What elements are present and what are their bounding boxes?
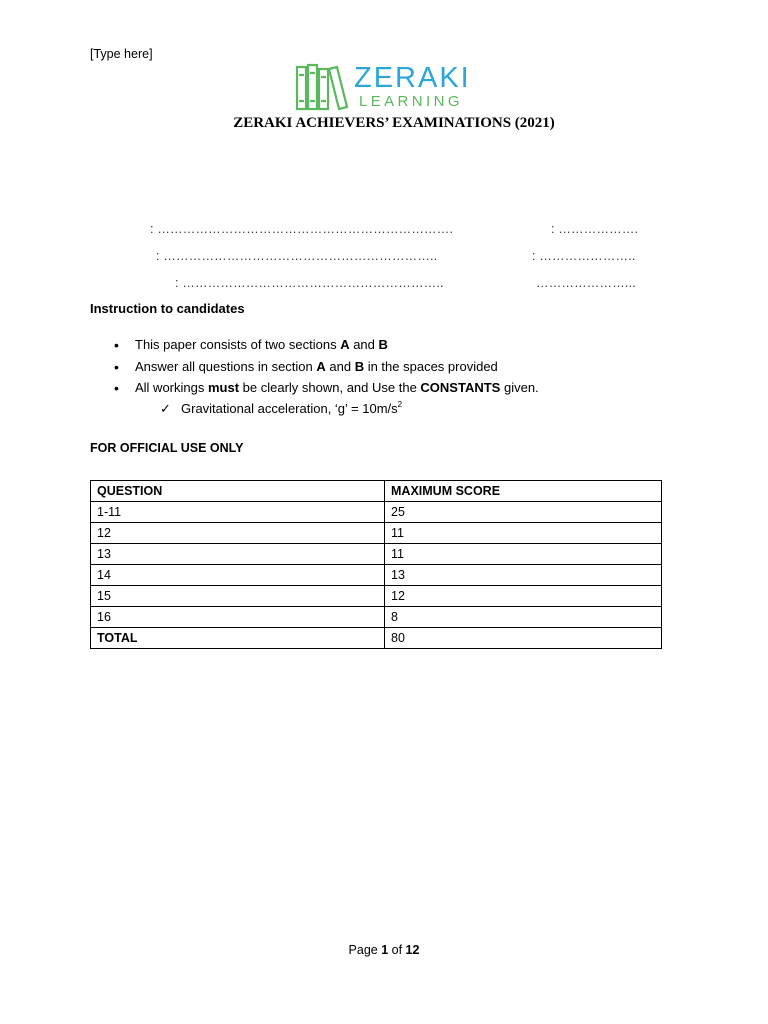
question-cell: 1-11 [91,502,385,523]
table-row [91,607,662,628]
constant-sub-item: ✓ Gravitational acceleration, ‘g’ = $10m/s^2$ [160,400,403,416]
score-cell: 11 [385,544,662,565]
score-cell: 11 [385,523,662,544]
instruction-item: • Answer all questions in section A and B in the spaces provided [114,358,498,375]
current-page: 1 [381,943,389,957]
field-line-2-left: : ……………………………………………………….. [156,249,438,263]
logo-sub-text: LEARNING [359,93,463,110]
score-cell: 25 [385,502,662,523]
question-cell: 12 [91,523,385,544]
table-row [91,502,662,523]
score-table [90,480,662,649]
instructions-heading: Instruction to candidates [90,301,245,316]
question-cell: 13 [91,544,385,565]
bullet-icon: • [114,337,119,353]
question-cell: 14 [91,565,385,586]
zeraki-logo [295,62,485,112]
question-cell: 15 [91,586,385,607]
books-icon [295,63,351,111]
field-line-3-left: : …………………………………………………….. [175,276,444,290]
field-line-1-right: : ………………. [551,222,639,236]
table-row [91,565,662,586]
table-total-row [91,628,662,649]
checkmark-icon: ✓ [160,401,171,416]
field-line-2-right: : ………………….. [532,249,636,263]
table-row [91,523,662,544]
logo-brand-text: ZERAKI [354,62,471,94]
score-cell: 8 [385,607,662,628]
total-label: TOTAL [91,628,385,649]
score-cell: 12 [385,586,662,607]
instruction-item: • All workings must be clearly shown, and Use the CONSTANTS given. [114,380,539,396]
total-score: 80 [385,628,662,649]
header-placeholder: [Type here] [90,47,153,61]
field-line-1-left: : ……………………………………………………………. [150,222,454,236]
header-max-score: MAXIMUM SCORE [385,481,662,502]
header-question: QUESTION [91,481,385,502]
score-cell: 13 [385,565,662,586]
total-pages: 12 [405,943,420,957]
bullet-icon: • [114,380,119,396]
bullet-icon: • [114,358,119,375]
official-use-heading: FOR OFFICIAL USE ONLY [90,441,244,455]
field-line-3-right: …………………... [536,276,636,290]
instructions-list [112,336,539,401]
table-row [91,586,662,607]
table-header-row [91,481,662,502]
exam-title: ZERAKI ACHIEVERS’ EXAMINATIONS (2021) [233,115,555,131]
instruction-item: • This paper consists of two sections A and B [114,337,388,353]
page-footer: Page 1 of 12 [348,943,420,957]
table-row [91,544,662,565]
question-cell: 16 [91,607,385,628]
